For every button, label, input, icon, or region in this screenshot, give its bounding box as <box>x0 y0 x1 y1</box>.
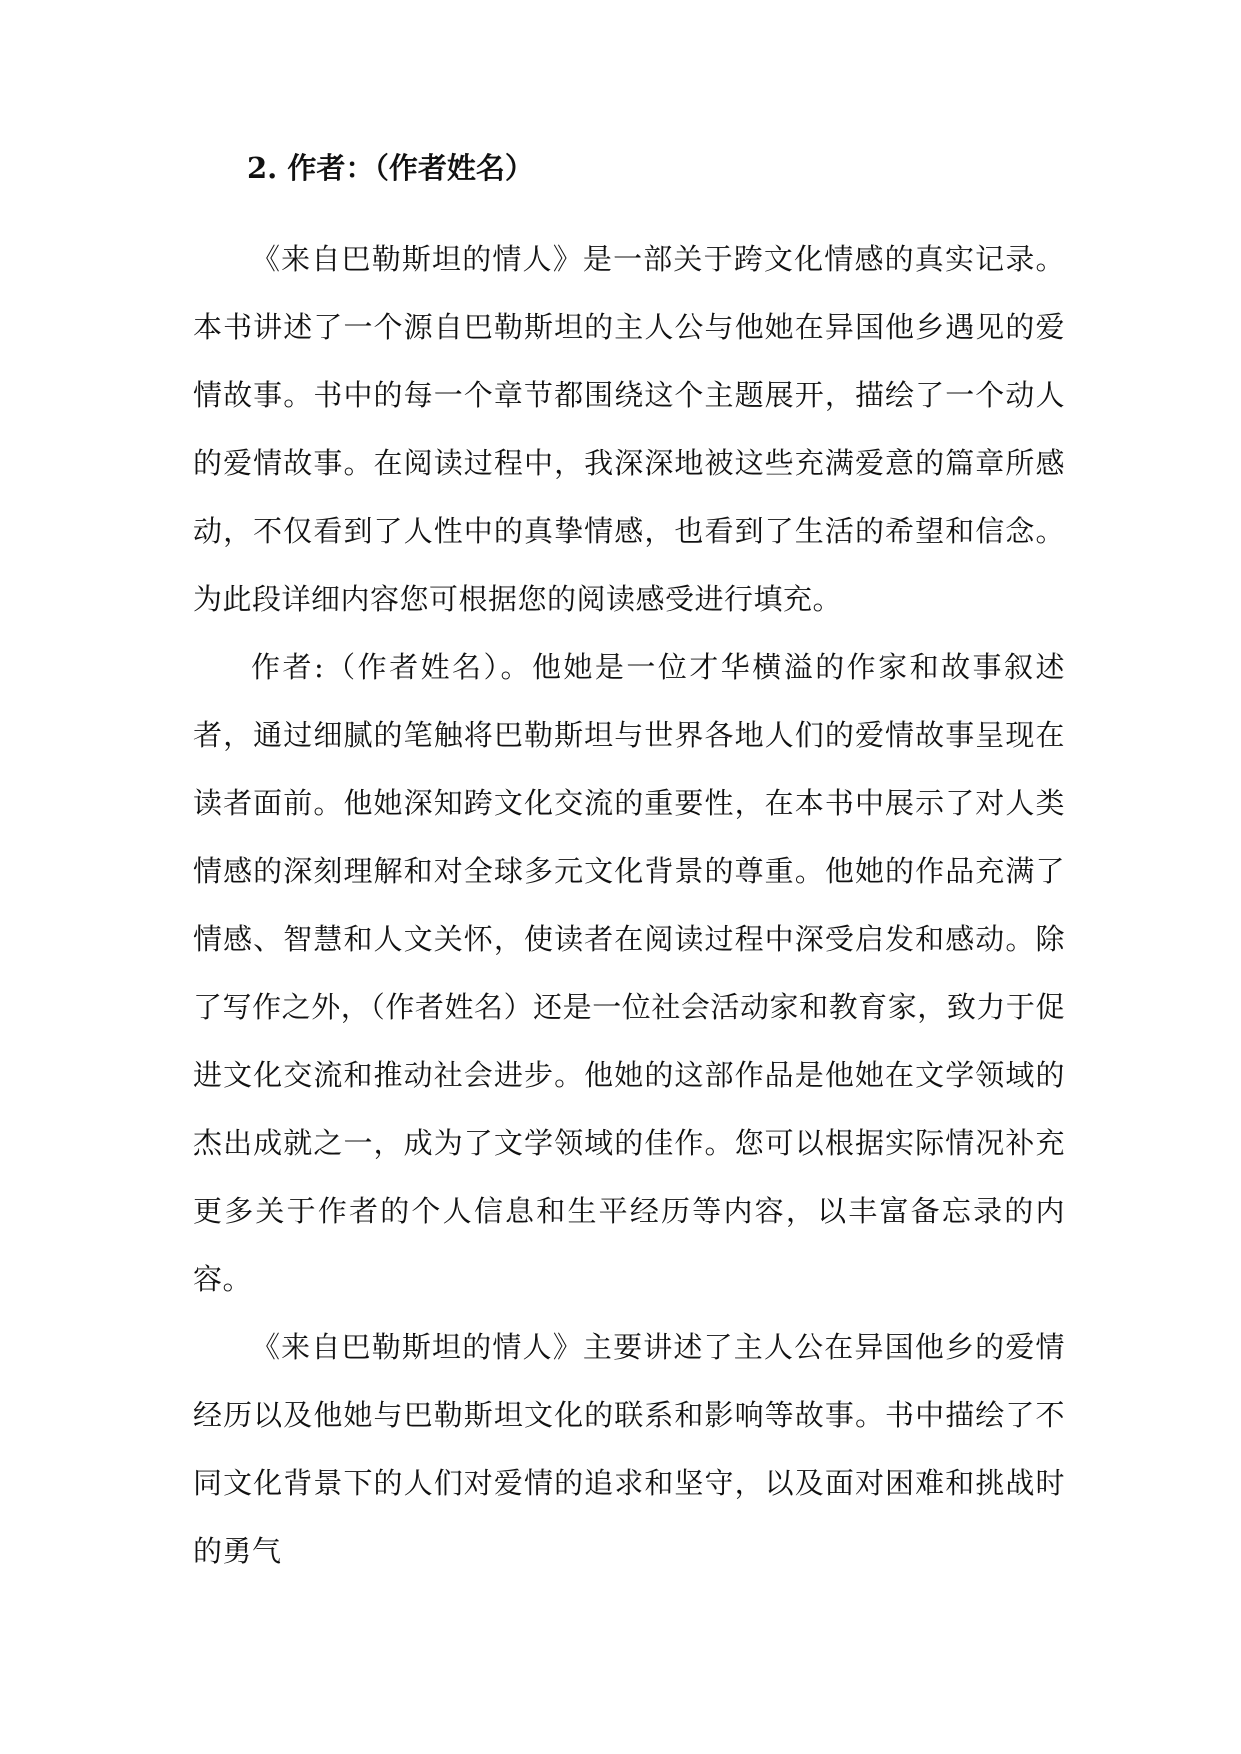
paragraph-summary: 《来自巴勒斯坦的情人》主要讲述了主人公在异国他乡的爱情经历以及他她与巴勒斯坦文化的联系和影响等故事。书中描绘了不同文化背景下的人们对爱情的追求和坚守，以及面对困难和挑战时的勇气 <box>193 1330 1065 1568</box>
paragraph-author: 作者:（作者姓名）。他她是一位才华横溢的作家和故事叙述者，通过细腻的笔触将巴勒斯坦与世界各地人们的爱情故事呈现在读者面前。他她深知跨文化交流的重要性，在本书中展示了对人类情感的深刻理解和对全球多元文化背景的尊重。他她的作品充满了情感、智慧和人文关怀，使读者在阅读过程中深受启发和感动。除了写作之外，（作者姓名）还是一位社会活动家和教育家，致力于促进文化交流和推动社会进步。他她的这部作品是他她在文学领域的杰出成就之一，成为了文学领域的佳作。您可以根据实际情况补充更多关于作者的个人信息和生平经历等内容，以丰富备忘录的内容。 <box>193 650 1065 1296</box>
section-heading: 2. 作者：（作者姓名） <box>247 151 534 185</box>
paragraph-intro: 《来自巴勒斯坦的情人》是一部关于跨文化情感的真实记录。本书讲述了一个源自巴勒斯坦的主人公与他她在异国他乡遇见的爱情故事。书中的每一个章节都围绕这个主题展开，描绘了一个动人的爱情故事。在阅读过程中，我深深地被这些充满爱意的篇章所感动，不仅看到了人性中的真挚情感，也看到了生活的希望和信念。为此段详细内容您可根据您的阅读感受进行填充。 <box>193 242 1065 616</box>
document-body <box>193 225 1065 1585</box>
